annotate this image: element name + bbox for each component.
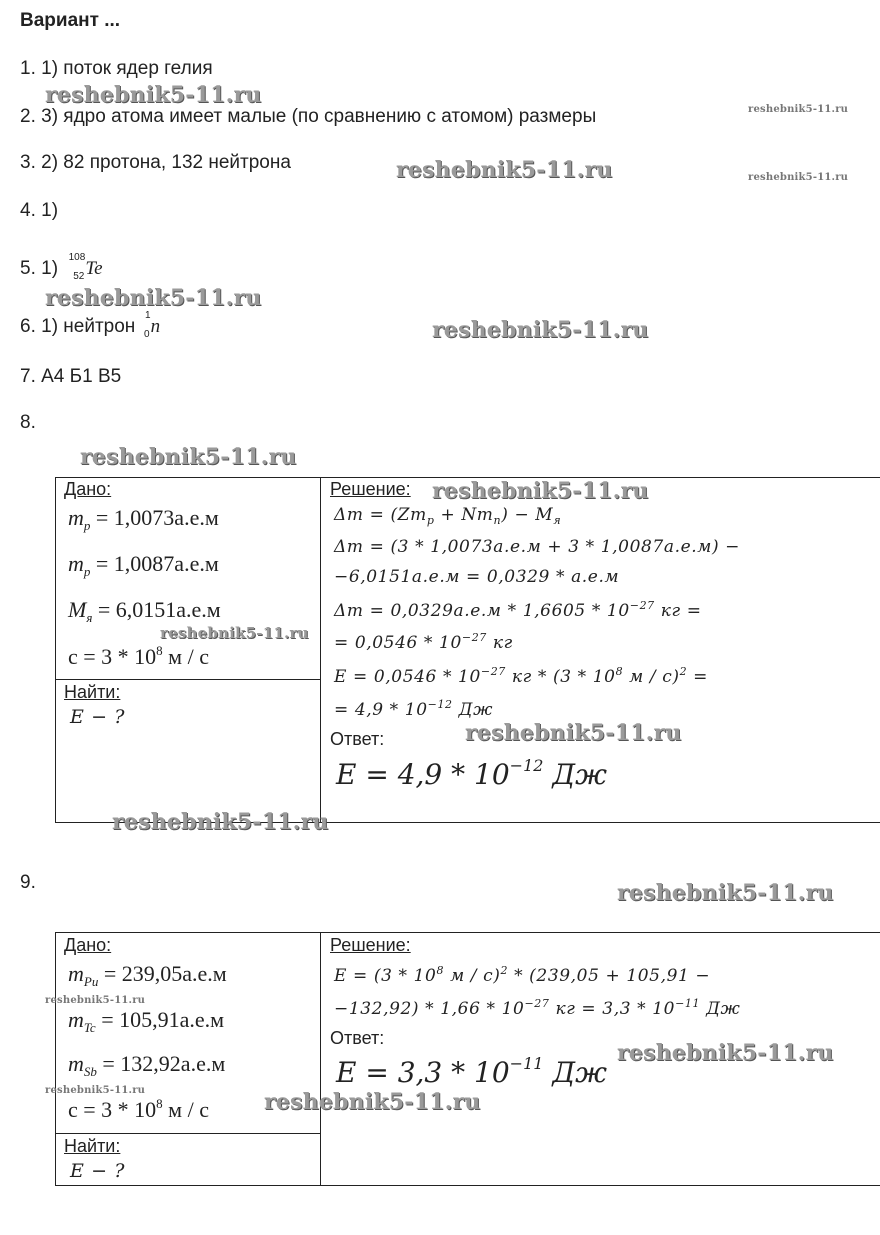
p9-speed-exp: 8 [156,1096,163,1111]
problem-8-find-label: Найти: [64,682,121,702]
p9res-e: −11 [509,1054,544,1073]
problem-8-sol-line-4 [334,599,702,621]
p9g1-sub: Pu [83,974,99,989]
answer-7: 7. А4 Б1 В5 [20,366,122,387]
p9l1-b: м / с) [444,966,501,986]
p8g3-sub: я [86,610,93,625]
p8l5-e: −27 [461,631,487,644]
p8g1-rest: = 1,0073а.е.м [90,505,219,530]
p9g1-sym: m [68,961,84,986]
problem-8-divider [320,477,321,822]
watermark: reshebnik5-11.ru [617,1040,834,1066]
problem-8-given-3 [68,597,221,626]
isotope-te-mass: 108 [68,252,86,263]
answer-9-number: 9. [20,872,36,893]
p8l6-a: E = 0,0546 * 10 [334,667,481,687]
answer-2: 2. 3) ядро атома имеет малые (по сравнению с атомом) размеры [20,106,597,127]
problem-8-sol-line-3: −6,0151а.е.м = 0,0329 * а.е.м [334,567,620,587]
p8l6-e2: 8 [615,665,624,678]
p9l1-a: E = (3 * 10 [334,966,437,986]
isotope-te [63,252,85,282]
problem-8-sol-line-1 [334,505,561,527]
watermark: reshebnik5-11.ru [432,317,649,343]
problem-9-find-label: Найти: [64,1136,121,1156]
problem-8-sol-line-7 [334,698,493,720]
problem-9-find: E − ? [70,1160,126,1182]
p8l7-a: = 4,9 * 10 [334,700,428,720]
answer-3: 3. 2) 82 протона, 132 нейтрона [20,152,291,173]
p8l7-b: Дж [452,700,493,720]
isotope-te-charge: 52 [73,271,85,282]
problem-8-solution-label: Решение: [330,479,411,499]
p9l2-a: −132,92) * 1,66 * 10 [334,999,525,1019]
problem-9-result [336,1054,607,1089]
problem-8-given-2 [68,551,219,580]
problem-8-sol-line-5 [334,631,513,653]
problem-8-sol-line-6 [334,665,708,687]
p8g2-sub: p [83,564,91,579]
p9l1-e2: 2 [500,964,509,977]
problem-8-find: E − ? [70,706,126,728]
p8res-e: −12 [509,756,544,775]
p8l4-e: −27 [629,599,655,612]
p9g3-sub: Sb [83,1064,97,1079]
isotope-n-charge: 0 [144,329,150,340]
p8l6-c: м / с) [623,667,680,687]
watermark: reshebnik5-11.ru [748,172,849,183]
p9l1-c: * (239,05 + 105,91 − [508,966,711,986]
p8-speed-lhs: c = 3 * 10 [68,644,157,669]
answer-5-prefix: 5. 1) [20,258,59,279]
problem-8-answer-label: Ответ: [330,729,385,749]
watermark: reshebnik5-11.ru [80,444,297,470]
watermark: reshebnik5-11.ru [112,809,329,835]
p9l2-e2: −11 [675,997,701,1010]
p9g2-rest: = 105,91а.е.м [95,1007,225,1032]
p9g2-sym: m [68,1007,84,1032]
answer-8-number: 8. [20,412,36,433]
problem-8-given-separator [55,679,321,680]
p8l6-e1: −27 [480,665,506,678]
answer-4: 4. 1) [20,200,59,221]
problem-9-given-3 [68,1051,225,1080]
problem-8-given-1 [68,505,219,534]
p8l4-a: Δm = 0,0329а.е.м * 1,6605 * 10 [334,601,630,621]
problem-9-given-label: Дано: [64,935,112,955]
p8g3-sym: M [68,597,87,622]
p9res-a: E = 3,3 * 10 [336,1056,510,1089]
watermark: reshebnik5-11.ru [465,720,682,746]
watermark: reshebnik5-11.ru [160,624,309,642]
problem-9-given-1 [68,961,227,990]
problem-9-given-speed [68,1096,209,1123]
p8l1-b: + Nm [434,505,494,525]
p8res-a: E = 4,9 * 10 [336,758,510,791]
p8g1-sub: p [83,518,91,533]
watermark: reshebnik5-11.ru [45,995,146,1006]
p8l6-e3: 2 [679,665,688,678]
p9l2-e1: −27 [524,997,550,1010]
p9res-b: Дж [543,1056,607,1089]
problem-9-divider [320,932,321,1185]
p8l4-b: кг = [654,601,702,621]
watermark: reshebnik5-11.ru [264,1089,481,1115]
watermark: reshebnik5-11.ru [396,157,613,183]
p9-speed-rhs: м / с [162,1097,209,1122]
watermark: reshebnik5-11.ru [617,880,834,906]
p8l1-a: Δm = (Zm [334,505,427,525]
p8l1-s3: я [553,514,562,527]
p9g2-sub: Tc [83,1020,96,1035]
problem-8-result [336,756,607,791]
p9l2-b: кг = 3,3 * 10 [549,999,676,1019]
p8g1-sym: m [68,505,84,530]
watermark: reshebnik5-11.ru [45,285,262,311]
isotope-n-symbol: n [150,316,161,337]
p8l7-e: −12 [427,698,453,711]
p8g2-rest: = 1,0087а.е.м [90,551,219,576]
variant-title: Вариант ... [20,10,121,31]
problem-8-given-speed [68,643,209,670]
p8l6-d: = [687,667,709,687]
watermark: reshebnik5-11.ru [432,478,649,504]
isotope-te-symbol: Te [85,258,103,279]
problem-9-given-2 [68,1007,224,1036]
p8g2-sym: m [68,551,84,576]
watermark: reshebnik5-11.ru [45,1085,146,1096]
p8l1-s2: n [493,514,502,527]
answer-1: 1. 1) поток ядер гелия [20,58,213,79]
p9g1-rest: = 239,05а.е.м [98,961,227,986]
p9g3-sym: m [68,1051,84,1076]
problem-9-sol-line-2 [334,997,740,1019]
answer-6 [20,310,160,340]
problem-9-solution-label: Решение: [330,935,411,955]
answer-5 [20,252,103,282]
p8g3-rest: = 6,0151а.е.м [92,597,221,622]
p8l5-b: кг [486,633,513,653]
p9l2-c: Дж [700,999,741,1019]
p8res-b: Дж [543,758,607,791]
isotope-n-mass: 1 [145,310,151,321]
p8-speed-rhs: м / с [162,644,209,669]
p9l1-e1: 8 [436,964,445,977]
isotope-n [141,310,151,340]
p8l5-a: = 0,0546 * 10 [334,633,462,653]
watermark: reshebnik5-11.ru [748,104,849,115]
p8l1-c: ) − M [501,505,554,525]
answer-6-prefix: 6. 1) нейтрон [20,316,136,337]
p8-speed-exp: 8 [156,643,163,658]
problem-8-sol-line-2: Δm = (3 * 1,0073а.е.м + 3 * 1,0087а.е.м) − [334,537,741,557]
problem-9-answer-label: Ответ: [330,1028,385,1048]
problem-9-sol-line-1 [334,964,710,986]
p8l1-s1: p [426,514,435,527]
p9-speed-lhs: c = 3 * 10 [68,1097,157,1122]
problem-9-given-separator [55,1133,321,1134]
p9g3-rest: = 132,92а.е.м [96,1051,226,1076]
problem-8-given-label: Дано: [64,479,112,499]
watermark: reshebnik5-11.ru [45,82,262,108]
p8l6-b: кг * (3 * 10 [505,667,616,687]
